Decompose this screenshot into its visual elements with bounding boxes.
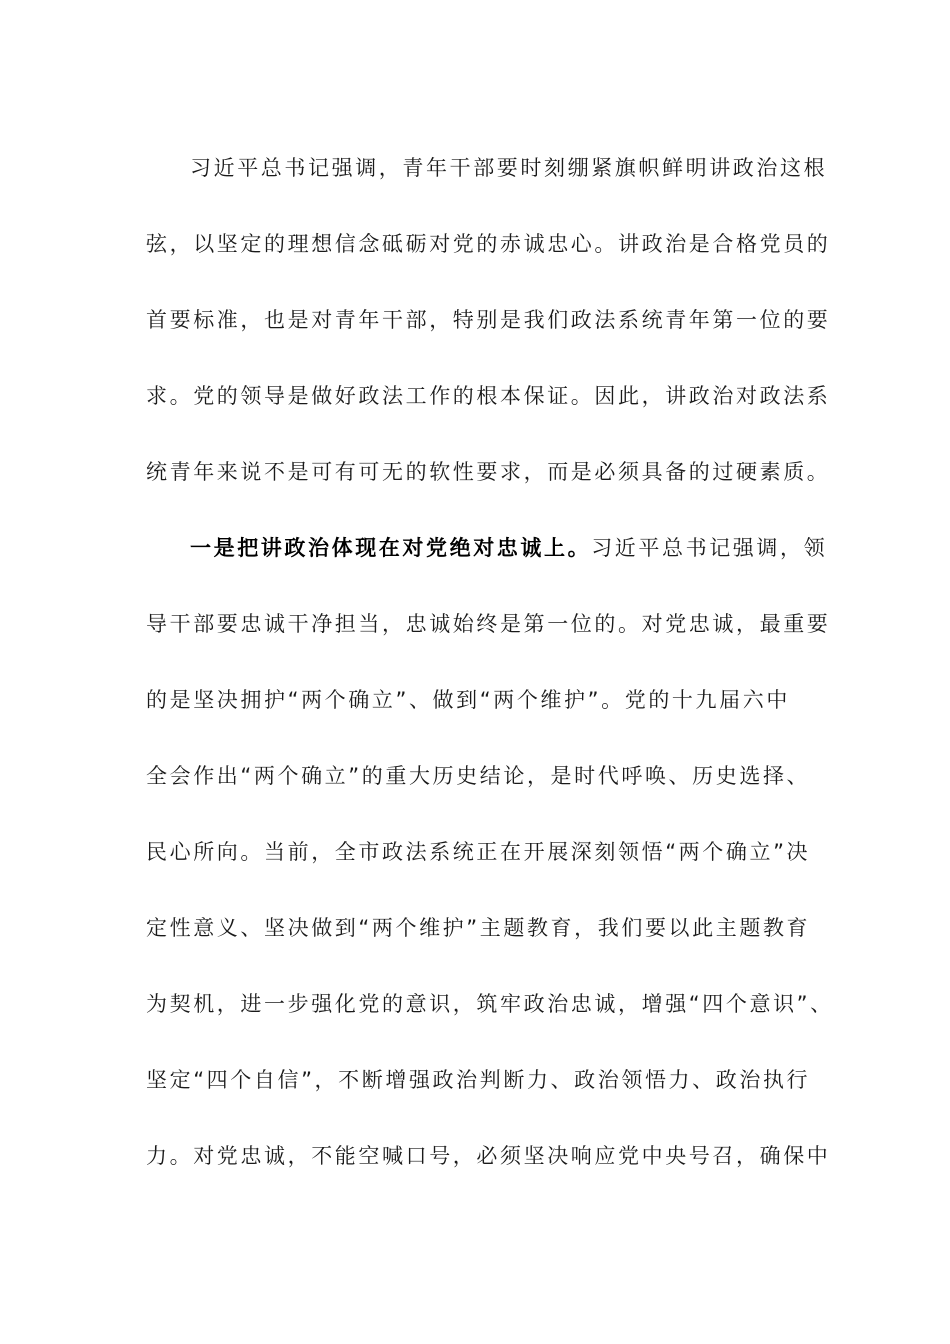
paragraph-intro [146,130,831,510]
text-line: 坚定“四个自信”，不断增强政治判断力、政治领悟力、政治执行 [146,1068,811,1092]
text-line: 的是坚决拥护“两个确立”、做到“两个维护”。党的十九届六中 [146,688,790,712]
text-line: 民心所向。当前，全市政法系统正在开展深刻领悟“两个确立”决 [146,840,811,864]
paragraph-loyalty [146,510,834,1194]
text-line [146,510,828,586]
text-line: 为契机，进一步强化党的意识，筑牢政治忠诚，增强“四个意识”、 [146,992,834,1016]
text-line: 全会作出“两个确立”的重大历史结论，是时代呼唤、历史选择、 [146,764,811,788]
text-line: 定性意义、坚决做到“两个维护”主题教育，我们要以此主题教育 [146,916,811,940]
document-body [146,130,834,1194]
text-line: 求。党的领导是做好政法工作的根本保证。因此，讲政治对政法系 [146,384,831,408]
text-line: 导干部要忠诚干净担当，忠诚始终是第一位的。对党忠诚，最重要 [146,612,831,636]
text-line: 力。对党忠诚，不能空喊口号，必须坚决响应党中央号召，确保中 [146,1144,831,1168]
section-heading: 一是把讲政治体现在对党绝对忠诚上。 [190,536,592,560]
text-line: 首要标准，也是对青年干部，特别是我们政法系统青年第一位的要 [146,308,831,332]
text-line: 习近平总书记强调，青年干部要时刻绷紧旗帜鲜明讲政治这根 [190,156,828,180]
text-line: 弦，以坚定的理想信念砥砺对党的赤诚忠心。讲政治是合格党员的 [146,232,831,256]
text-run: 习近平总书记强调，领 [591,536,828,560]
text-line: 统青年来说不是可有可无的软性要求，而是必须具备的过硬素质。 [146,460,831,484]
